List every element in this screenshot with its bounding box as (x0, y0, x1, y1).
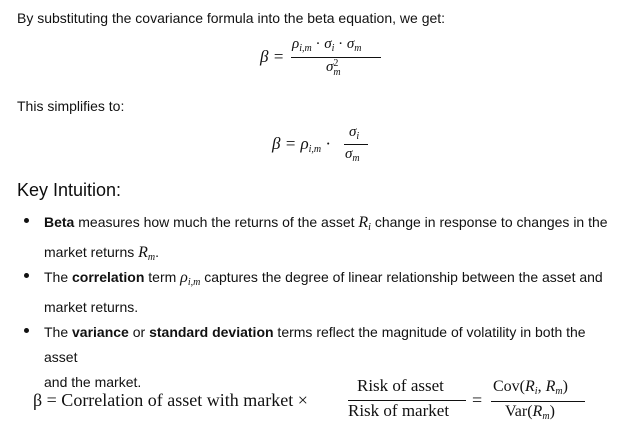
beta-risk-equation (33, 372, 593, 432)
eq3-frac2-numerator: $Cov(R_i$, $R_m$) (493, 378, 568, 397)
beta-covariance-equation (256, 35, 384, 83)
eq3-frac2-denominator: $Var(R_m)$ (505, 403, 555, 422)
bullet-correlation-text: The correlation term $\rho_{i,m}$ captures the degree of linear relationship between the asset and market returns. (44, 269, 603, 315)
eq1-numerator: $\rho_{i,m} \cdot \sigma_i \cdot \sigma_m$ (292, 36, 362, 54)
bullet-dot (24, 328, 29, 333)
eq3-frac2-bar (491, 401, 585, 402)
eq2-lhs: $\beta = \rho_{i,m}$ · (272, 134, 332, 155)
bullet-beta-text: Beta measures how much the returns of the asset $R_i$ change in response to changes in the market returns $R_m$. (44, 214, 608, 263)
simplifies-paragraph: This simplifies to: (17, 98, 125, 114)
eq3-lhs: β = Correlation of asset with market × (33, 390, 308, 410)
eq1-denominator: σ 2 m (326, 58, 341, 78)
eq2-fraction-bar (344, 144, 368, 145)
bullet-dot (24, 218, 29, 223)
eq2-numerator: $\sigma_i$ (349, 124, 360, 142)
bullet-dot (24, 273, 29, 278)
bullet-variance-text: The variance or standard deviation terms reflect the magnitude of volatility in both the asset and the market. (44, 324, 586, 390)
beta-simplified-equation (270, 120, 370, 168)
key-intuition-heading: Key Intuition: (17, 180, 122, 200)
eq3-frac1-denominator: Risk of market (348, 401, 450, 420)
substitution-paragraph: By substituting the covariance formula into the beta equation, we get: (17, 10, 446, 26)
eq2-denominator: $\sigma_m$ (345, 146, 360, 164)
eq3-equals: = (472, 390, 483, 410)
eq3-frac1-numerator: Risk of asset (357, 376, 444, 395)
eq1-beta-symbol: β = (260, 47, 285, 66)
